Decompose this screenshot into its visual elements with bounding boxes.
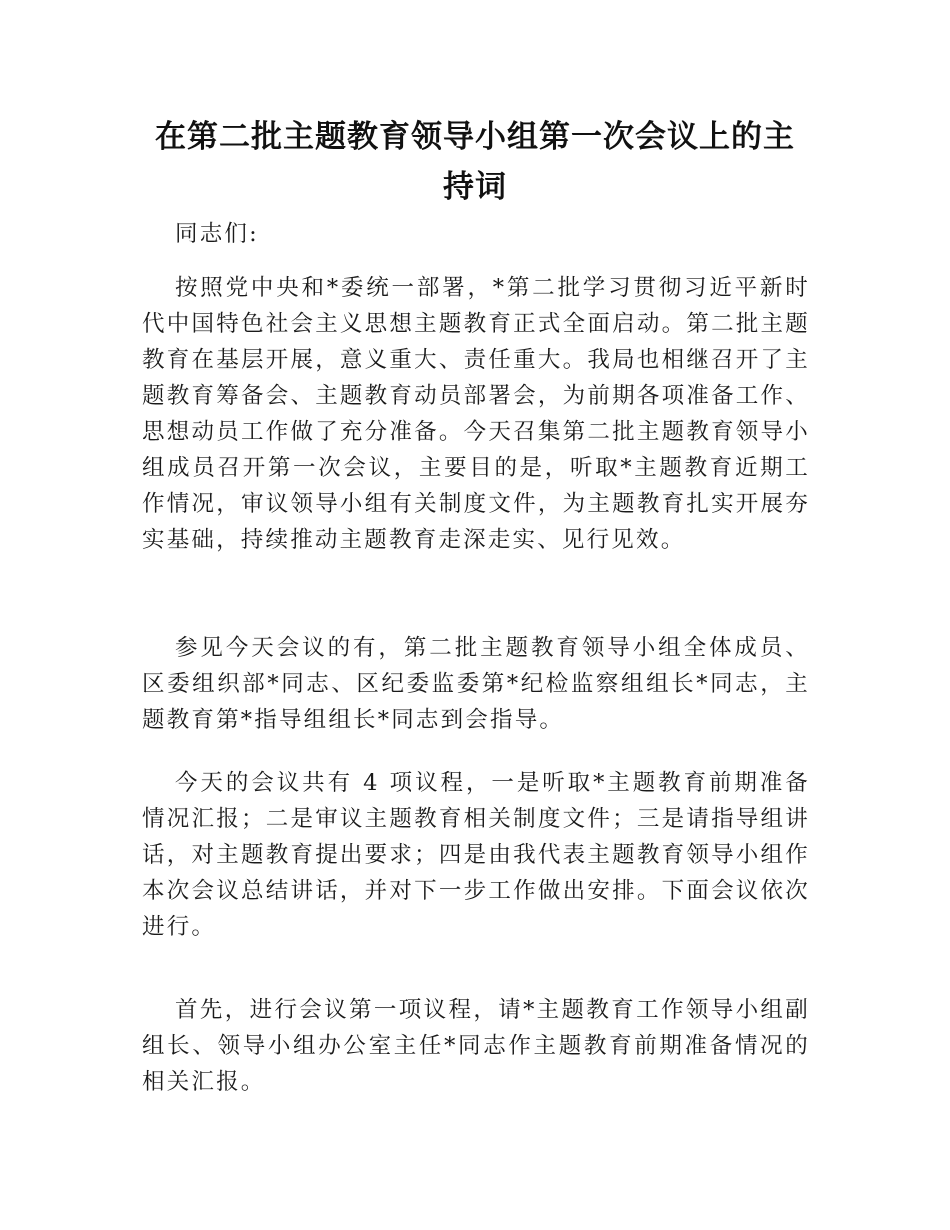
paragraph-agenda: 今天的会议共有 4 项议程，一是听取*主题教育前期准备情况汇报；二是审议主题教育相关制度文件；三是请指导组讲话，对主题教育提出要求；四是由我代表主题教育领导小组作本次会议总结讲话，并对下一步工作做出安排。下面会议依次进行。	[142, 770, 810, 940]
paragraph-first-item: 首先，进行会议第一项议程，请*主题教育工作领导小组副组长、领导小组办公室主任*同志作主题教育前期准备情况的相关汇报。	[142, 997, 810, 1095]
paragraph-attendees: 参见今天会议的有，第二批主题教育领导小组全体成员、区委组织部*同志、区纪委监委第*纪检监察组组长*同志，主题教育第*指导组组长*同志到会指导。	[142, 635, 810, 733]
salutation: 同志们:	[175, 221, 259, 247]
paragraph-opening: 按照党中央和*委统一部署，*第二批学习贯彻习近平新时代中国特色社会主义思想主题教育正式全面启动。第二批主题教育在基层开展，意义重大、责任重大。我局也相继召开了主题教育筹备会、主题教育动员部署会，为前期各项准备工作、思想动员工作做了充分准备。今天召集第二批主题教育领导小组成员召开第一次会议，主要目的是，听取*主题教育近期工作情况，审议领导小组有关制度文件，为主题教育扎实开展夯实基础，持续推动主题教育走深走实、见行见效。	[142, 275, 810, 553]
document-title: 在第二批主题教育领导小组第一次会议上的主持词	[155, 119, 795, 205]
